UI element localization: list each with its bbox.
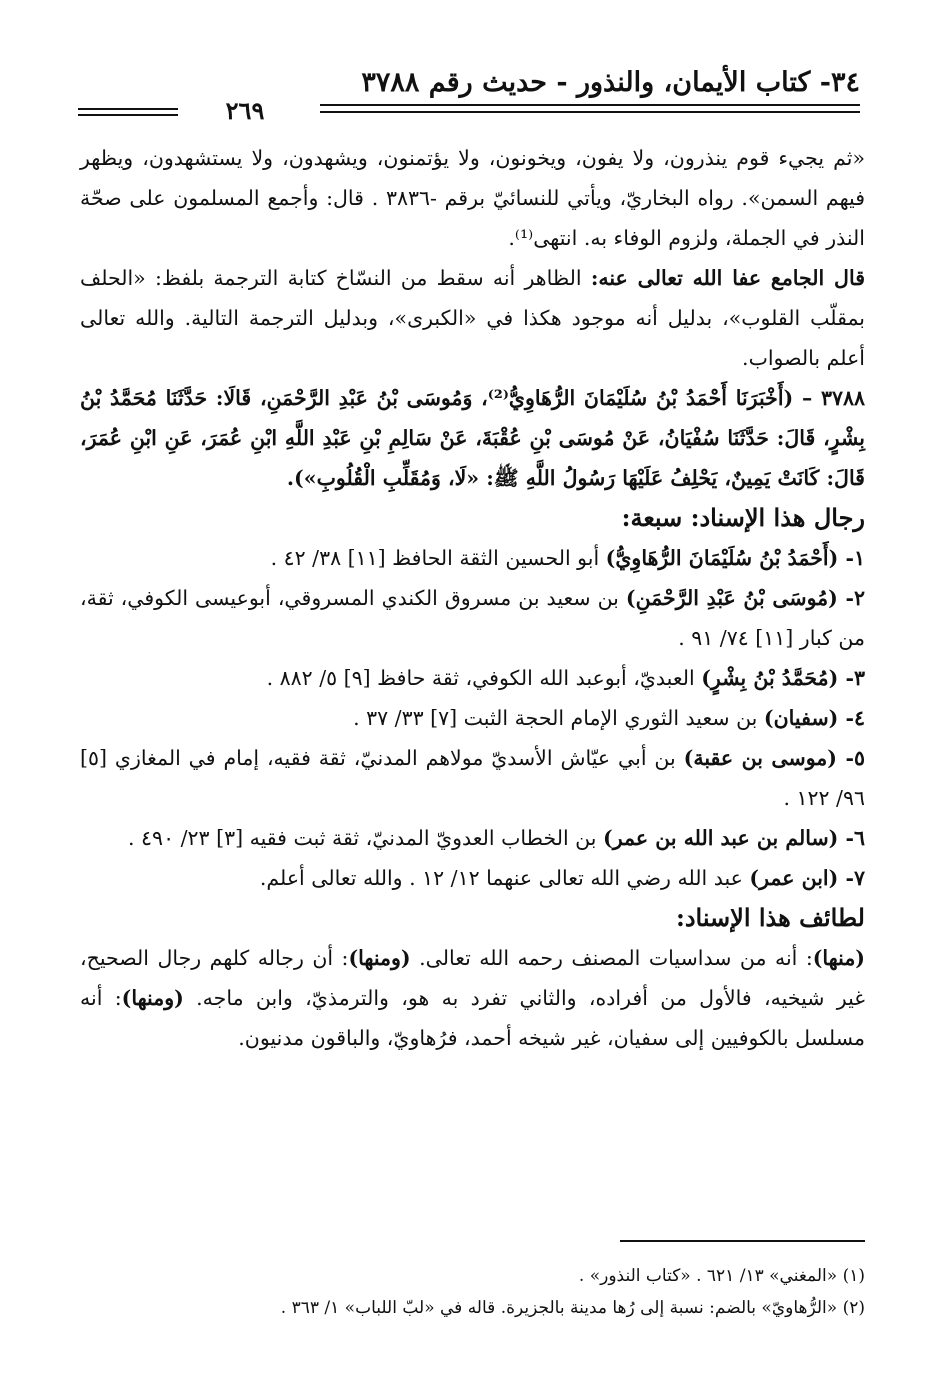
narrator-info: أبو الحسين الثقة الحافظ [١١] ٣٨/ ٤٢ .: [270, 546, 606, 570]
page-number-rule-bottom: [78, 114, 178, 116]
lataif-text: : أنه مسلسل بالكوفيين إلى سفيان، غير شيخه أحمد، فرُهاويّ، والباقون مدنيون.: [80, 986, 865, 1050]
header-rule: [320, 104, 860, 106]
lataif-heading: لطائف هذا الإسناد:: [675, 903, 865, 932]
narrator-item: [80, 738, 865, 818]
narrator-list: [80, 538, 865, 898]
narrator-info: العبديّ، أبوعبد الله الكوفي، ثقة حافظ [٩] ٥/ ٨٨٢ .: [266, 666, 702, 690]
narrator-item: [80, 818, 865, 858]
narrator-name: ٣- (مُحَمَّدُ بْنُ بِشْرٍ): [701, 666, 865, 690]
header-rule-2: [320, 111, 860, 113]
lataif-marker: (ومنها): [348, 946, 411, 970]
page-number-rule-top: [78, 108, 178, 110]
narrator-info: عبد الله رضي الله تعالى عنهما ١٢/ ١٢ . والله تعالى أعلم.: [259, 866, 750, 890]
footnote-rule: [620, 1240, 865, 1242]
narrator-info: بن سعيد الثوري الإمام الحجة الثبت [٧] ٣٣/ ٣٧ .: [353, 706, 764, 730]
narrator-name: ٢- (مُوسَى بْنُ عَبْدِ الرَّحْمَنِ): [625, 586, 865, 610]
main-text: [80, 138, 865, 1058]
narrator-name: ٤- (سفيان): [763, 706, 865, 730]
lataif-marker: (منها): [812, 946, 865, 970]
narrator-name: ٦- (سالم بن عبد الله بن عمر): [603, 826, 865, 850]
running-header: ٣٤- كتاب الأيمان، والنذور - حديث رقم ٣٧٨٨: [361, 67, 860, 98]
narrator-item: [80, 578, 865, 658]
footnote-2: (٢) «الرُّهاويّ» بالضم: نسبة إلى رُها مدينة بالجزيرة. قاله في «لبّ اللباب» ١/ ٣٦٣ .: [280, 1298, 865, 1318]
narrator-name: ٥- (موسى بن عقبة): [683, 746, 865, 770]
narrator-item: [80, 858, 865, 898]
narrator-name: ٧- (ابن عمر): [749, 866, 865, 890]
footnote-1: (١) «المغني» ١٣/ ٦٢١ . «كتاب النذور» .: [578, 1266, 865, 1286]
narrator-name: ١- (أَحْمَدُ بْنُ سُلَيْمَانَ الرُّهَاوِيُّ): [605, 546, 865, 570]
compiler-remark-lead: قال الجامع عفا الله تعالى عنه:: [590, 266, 865, 290]
page-number: ٢٦٩: [225, 96, 265, 125]
narrator-info: بن سعيد بن مسروق الكندي المسروقي، أبوعيسى الكوفي، ثقة، من كبار [١١] ٧٤/ ٩١ .: [80, 586, 865, 650]
narrator-info: بن أبي عيّاش الأسديّ مولاهم المدنيّ، ثقة فقيه، إمام في المغازي [٥] ٩٦/ ١٢٢ .: [80, 746, 865, 810]
narrator-item: [80, 658, 865, 698]
lataif-text: : أنه من سداسيات المصنف رحمه الله تعالى.: [410, 946, 813, 970]
lataif-marker: (ومنها): [121, 986, 184, 1010]
lataif-text: : أن رجاله كلهم رجال الصحيح، غير شيخيه، فالأول من أفراده، والثاني تفرد به هو، والترمذيّ، وابن ماجه.: [80, 946, 865, 1010]
paragraph-quote: «ثم يجيء قوم ينذرون، ولا يفون، ويخونون، ولا يؤتمنون، ويشهدون، ولا يستشهدون، ويظهر فيهم السمن». رواه البخاريّ، ويأتي للنسائيّ برقم -٣٨٣٦ . قال: وأجمع المسلمون على صحّة النذر في الجملة، ولزوم الوفاء به. انتهى⁽¹⁾.: [80, 146, 865, 250]
narrator-item: [80, 698, 865, 738]
rijal-heading: رجال هذا الإسناد: سبعة:: [621, 503, 865, 532]
paragraph-note: [80, 258, 865, 378]
narrator-item: [80, 538, 865, 578]
compiler-remark: الظاهر أنه سقط من النسّاخ كتابة الترجمة بلفظ: «الحلف بمقلّب القلوب»، بدليل أنه موجود هكذا في «الكبرى»، وبدليل الترجمة التالية. والله تعالى أعلم بالصواب.: [80, 266, 865, 370]
lataif-paragraph: [80, 938, 865, 1058]
narrator-info: بن الخطاب العدويّ المدنيّ، ثقة ثبت فقيه [٣] ٢٣/ ٤٩٠ .: [128, 826, 604, 850]
hadith-text: ٣٧٨٨ – (أَخْبَرَنَا أَحْمَدُ بْنُ سُلَيْمَانَ الرُّهَاوِيُّ⁽²⁾، وَمُوسَى بْنُ عَبْدِ الرَّحْمَنِ، قَالَا: حَدَّثَنَا مُحَمَّدُ بْنُ بِشْرٍ، قَالَ: حَدَّثَنَا سُفْيَانُ، عَنْ مُوسَى بْنِ عُقْبَةَ، عَنْ سَالِمِ بْنِ عَبْدِ اللَّهِ ابْنِ عُمَرَ، عَنِ ابْنِ عُمَرَ، قَالَ: كَانَتْ يَمِينٌ، يَحْلِفُ عَلَيْهَا رَسُولُ اللَّهِ ﷺ: «لَا، وَمُقَلِّبِ الْقُلُوبِ»).: [80, 386, 865, 490]
